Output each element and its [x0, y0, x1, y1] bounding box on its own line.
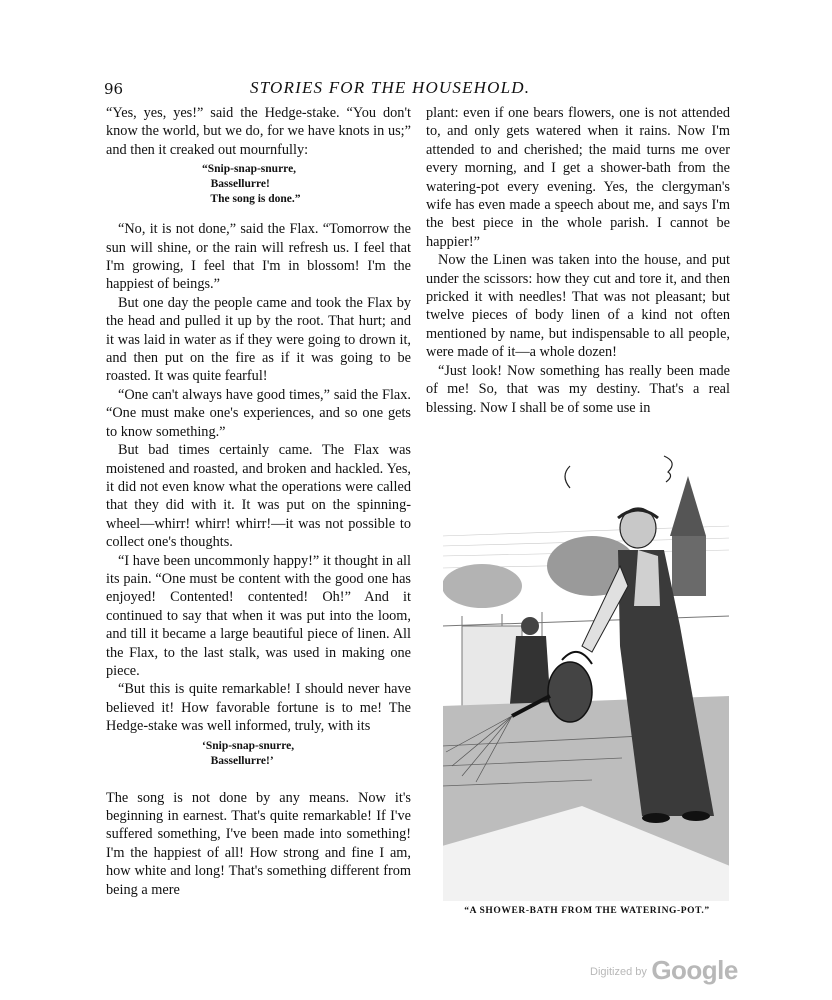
digitized-label: Digitized by	[590, 966, 647, 978]
right-column	[426, 104, 730, 417]
paragraph: “One can't always have good times,” said the Flax. “One must make one's experiences, and so one gets to know something.”	[106, 386, 411, 440]
verse-line: “Snip-snap-snurre,	[202, 163, 297, 176]
running-head: STORIES FOR THE HOUSEHOLD.	[250, 78, 531, 97]
paragraph: plant: even if one bears flowers, one is not attended to, and only gets watered when it rains. Now I'm attended to and cherished; the maid turns me over every morning, and I get a shower-bath from the watering-pot every evening. Yes, the clergyman's wife has even made a speech about me, and says I'm the best piece in the whole parish. I cannot be happier!”	[426, 105, 730, 250]
page-number: 96	[104, 80, 124, 98]
google-logo-text: Google	[651, 955, 738, 985]
paragraph: Now the Linen was taken into the house, and put under the scissors: how they cut and tore it, and then pricked it with needles! That was not pleasant; but twelve pieces of body linen of a kind not often mentioned by name, but indispensable to all people, were made of it—a whole dozen!	[426, 252, 730, 361]
paragraph: “But this is quite remarkable! I should never have believed it! How favorable fortune is to me! The Hedge-stake was well informed, truly, with its	[106, 681, 411, 735]
paragraph: “Just look! Now something has really been made of me! So, that was my destiny. That's a real blessing. Now I shall be of some use in	[426, 362, 730, 416]
digitized-watermark	[590, 955, 738, 986]
verse-line: Bassellurre!’	[202, 754, 274, 767]
paragraph: “I have been uncommonly happy!” it thought in all its pain. “One must be content with the good one has enjoyed! Contented! contented! Oh!” And it continued to say that when it was put into the loom, and till it became a large beautiful piece of linen. All the Flax, to the last stalk, was used in making one piece.	[106, 552, 411, 679]
verse-line: ‘Snip-snap-snurre,	[202, 739, 295, 752]
paragraph: The song is not done by any means. Now it's beginning in earnest. That's quite remarkable! If I've suffered something, I've been made into something! I'm the happiest of all! How strong and fine I am, how white and long! That's something different from being a mere	[106, 789, 411, 898]
paragraph: “Yes, yes, yes!” said the Hedge-stake. “You don't know the world, but we do, for we have knots in us;” and then it creaked out mournfully:	[106, 105, 411, 158]
left-column	[106, 104, 411, 899]
engraving-drawing	[442, 446, 730, 902]
verse-snip-snap-quoted	[106, 739, 411, 769]
engraving-illustration	[442, 446, 730, 902]
paragraph: “No, it is not done,” said the Flax. “Tomorrow the sun will shine, or the rain will refresh us. I feel that I'm growing, I feel that I'm in blossom! I'm the happiest of beings.”	[106, 221, 411, 293]
paragraph: But one day the people came and took the Flax by the head and pulled it up by the root. That hurt; and it was laid in water as if they were going to drown it, and then put on the fire as if it was going to be roasted. It was quite fearful!	[106, 294, 411, 385]
paragraph: But bad times certainly came. The Flax was moistened and roasted, and broken and hackled. Yes, it did not even know what the operations were called that they did with it. It was put on the spinning-wheel—whirr! whirr! whirr!—it was not possible to collect one's thoughts.	[106, 442, 411, 551]
illustration-caption: “A SHOWER-BATH FROM THE WATERING-POT.”	[464, 906, 710, 916]
verse-snip-snap	[106, 162, 411, 207]
verse-line: The song is done.”	[202, 193, 301, 206]
verse-line: Bassellurre!	[202, 178, 270, 191]
